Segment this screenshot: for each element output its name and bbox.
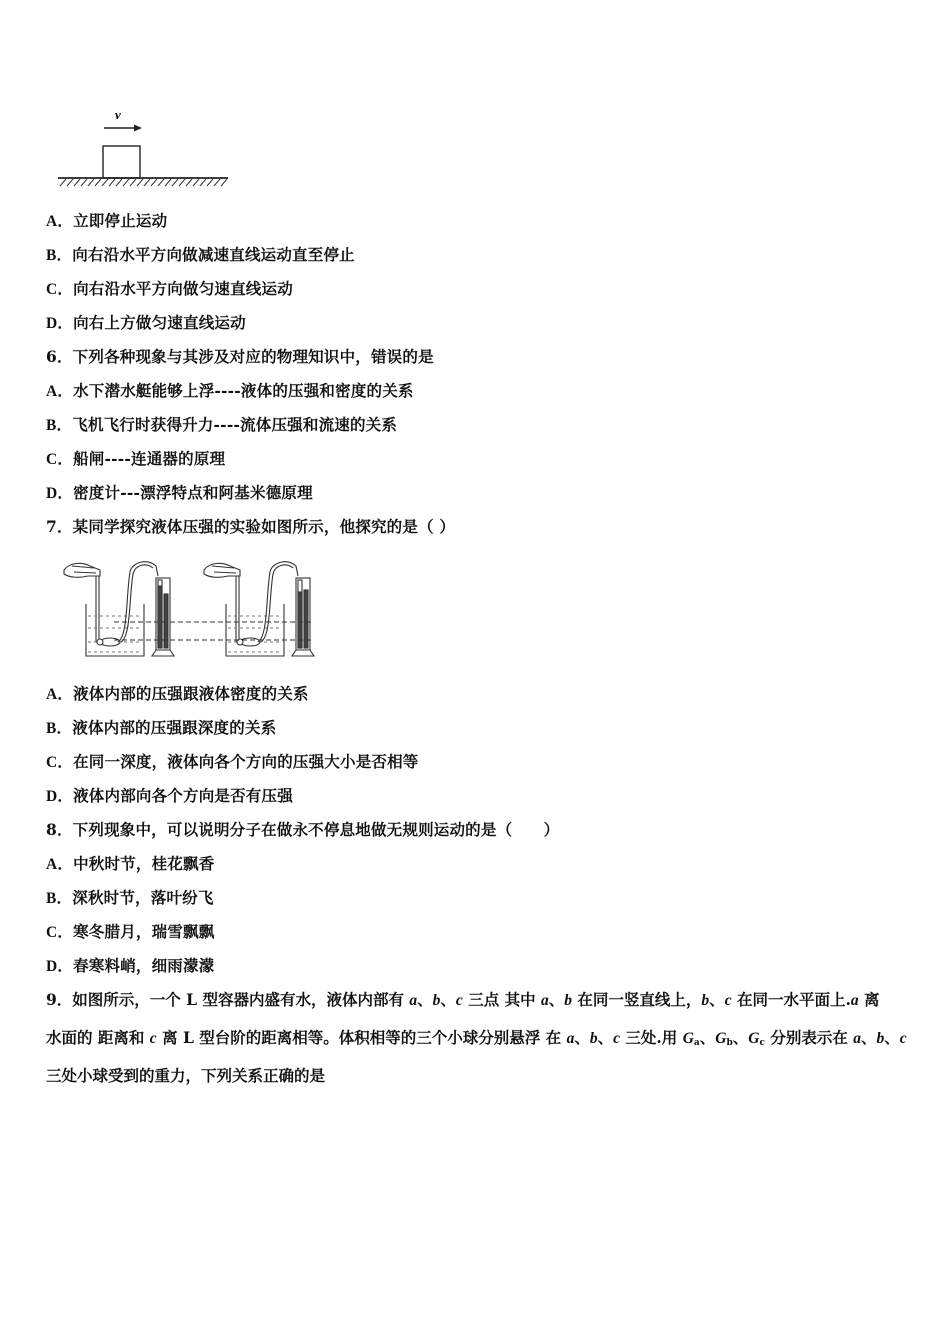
q7-option-c[interactable]: C．在同一深度，液体向各个方向的压强大小是否相等: [46, 752, 419, 771]
q5-option-b[interactable]: B．向右沿水平方向做减速直线运动直至停止: [46, 245, 355, 264]
q7-option-d[interactable]: D．液体内部向各个方向是否有压强: [46, 786, 293, 805]
q6-option-c[interactable]: C．船闸----连通器的原理: [46, 449, 226, 468]
q6-option-d[interactable]: D．密度计---漂浮特点和阿基米德原理: [46, 483, 313, 502]
q5-option-d[interactable]: D．向右上方做匀速直线运动: [46, 313, 246, 332]
q8-option-a[interactable]: A．中秋时节，桂花飘香: [46, 854, 215, 873]
q5-option-c[interactable]: C．向右沿水平方向做匀速直线运动: [46, 279, 293, 298]
q8-option-b[interactable]: B．深秋时节，落叶纷飞: [46, 888, 214, 907]
q7-option-a[interactable]: A．液体内部的压强跟液体密度的关系: [46, 684, 309, 703]
q6-option-a[interactable]: A．水下潜水艇能够上浮----液体的压强和密度的关系: [46, 381, 414, 400]
q5-option-a[interactable]: A．立即停止运动: [46, 211, 168, 230]
q6-stem: 6．下列各种现象与其涉及对应的物理知识中，错误的是: [46, 347, 434, 366]
q9-line-2: 水面的 距离和 c 离 L 型台阶的距离相等。体积相等的三个小球分别悬浮 在 a、b、c 三处.用 $G_a$、$G_b$、$G_c$ 分别表示在 a、b、c: [46, 1028, 907, 1048]
q8-option-c[interactable]: C．寒冬腊月，瑞雪飘飘: [46, 922, 215, 941]
experiment-right: [204, 562, 314, 656]
experiment-left: [64, 562, 174, 656]
q9-line-3: 三处小球受到的重力，下列关系正确的是: [46, 1066, 326, 1085]
velocity-label: v: [115, 107, 121, 122]
q7-option-b[interactable]: B．液体内部的压强跟深度的关系: [46, 718, 277, 737]
ground-hatching: [60, 179, 227, 186]
q8-option-d[interactable]: D．春寒料峭，细雨濛濛: [46, 956, 215, 975]
pressure-experiment-figure: [58, 556, 330, 664]
q8-stem: 8．下列现象中，可以说明分子在做永不停息地做无规则运动的是（ ）: [46, 820, 560, 839]
velocity-arrowhead: [134, 125, 142, 132]
q9-line-1: 9．如图所示，一个 L 型容器内盛有水，液体内部有 a、b、c 三点 其中 a、b 在同一竖直线上，b、c 在同一水平面上.a 离: [46, 990, 880, 1009]
block: [103, 146, 140, 178]
q6-option-b[interactable]: B．飞机飞行时获得升力----流体压强和流速的关系: [46, 415, 398, 434]
block-velocity-figure: [56, 104, 232, 190]
q7-stem: 7．某同学探究液体压强的实验如图所示，他探究的是（ ）: [46, 517, 456, 536]
